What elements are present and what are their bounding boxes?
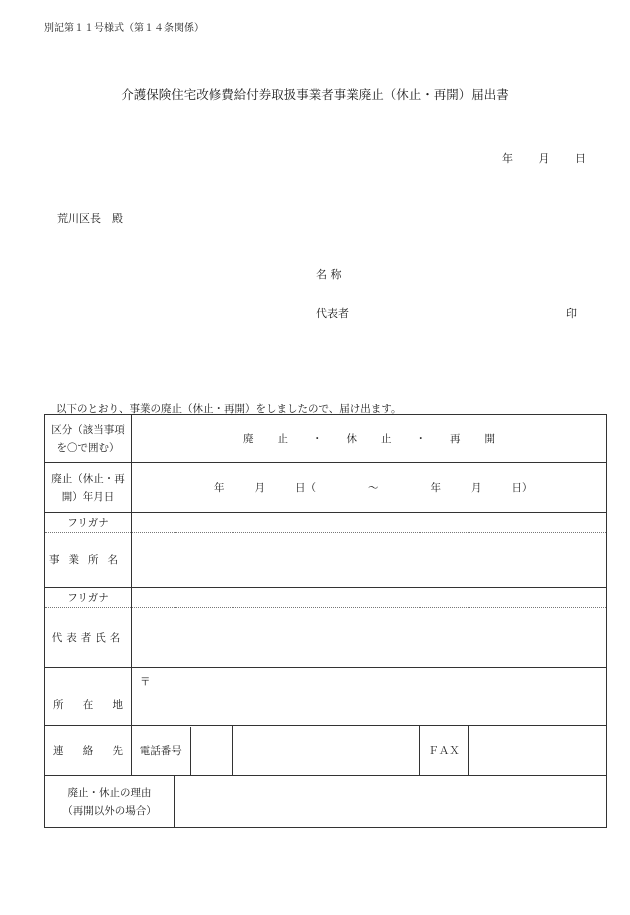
row-furigana-1 xyxy=(45,513,607,533)
date-line xyxy=(482,150,586,166)
reason-label-2: （再開以外の場合） xyxy=(62,804,157,817)
reason-field[interactable] xyxy=(175,776,607,828)
address-label: 所 在 地 xyxy=(45,668,132,726)
seal-mark: 印 xyxy=(566,307,577,320)
date-month: 月 xyxy=(538,152,550,165)
row-rep-name xyxy=(45,608,607,668)
document-title: 介護保険住宅改修費給付券取扱事業者事業廃止（休止・再開）届出書 xyxy=(121,87,509,102)
date-year: 年 xyxy=(502,152,513,165)
phone-label: 電話番号 xyxy=(139,744,182,757)
zip-mark: 〒 xyxy=(140,676,151,688)
contact-label: 連 絡 先 xyxy=(45,726,132,776)
intro-text: 以下のとおり、事業の廃止（休止・再開）をしましたので、届け出ます。 xyxy=(56,403,402,415)
furigana-label-2: フリガナ xyxy=(45,588,132,608)
row-address xyxy=(45,668,607,726)
rep-name-label: 代表者氏名 xyxy=(45,608,132,668)
phone-field-part[interactable] xyxy=(190,727,233,775)
row-kubun xyxy=(45,415,607,463)
row-office-name xyxy=(45,533,607,588)
row-reason xyxy=(45,776,607,828)
row-furigana-2 xyxy=(45,588,607,608)
furigana-field-1[interactable] xyxy=(132,513,607,533)
period-date-field[interactable]: 年 月 日（ ～ 年 月 日） xyxy=(132,463,607,513)
notification-form-table xyxy=(44,414,607,828)
date-day: 日 xyxy=(575,152,586,165)
fax-field[interactable] xyxy=(469,726,607,776)
addressee: 荒川区長 殿 xyxy=(57,212,123,225)
office-name-field[interactable] xyxy=(132,533,607,588)
reason-label-1: 廃止・休止の理由 xyxy=(67,786,152,799)
row-contact xyxy=(45,726,607,776)
furigana-field-2[interactable] xyxy=(132,588,607,608)
applicant-rep-label: 代表者 xyxy=(316,307,349,320)
form-number: 別記第１１号様式（第１４条関係） xyxy=(44,23,204,34)
applicant-name-label: 名 称 xyxy=(316,268,342,281)
date-label: 廃止（休止・再開）年月日 xyxy=(45,463,132,513)
reason-label-cell xyxy=(45,776,175,828)
furigana-label-1: フリガナ xyxy=(45,513,132,533)
address-field[interactable] xyxy=(132,668,607,726)
rep-name-field[interactable] xyxy=(132,608,607,668)
kubun-options[interactable]: 廃 止 ・ 休 止 ・ 再 開 xyxy=(132,415,607,463)
kubun-label: 区分（該当事項を〇で囲む） xyxy=(45,415,132,463)
phone-field[interactable] xyxy=(233,726,420,776)
phone-cell xyxy=(132,726,233,776)
fax-label: ＦＡＸ xyxy=(420,726,469,776)
row-date xyxy=(45,463,607,513)
office-name-label: 事業所名 xyxy=(45,533,132,588)
